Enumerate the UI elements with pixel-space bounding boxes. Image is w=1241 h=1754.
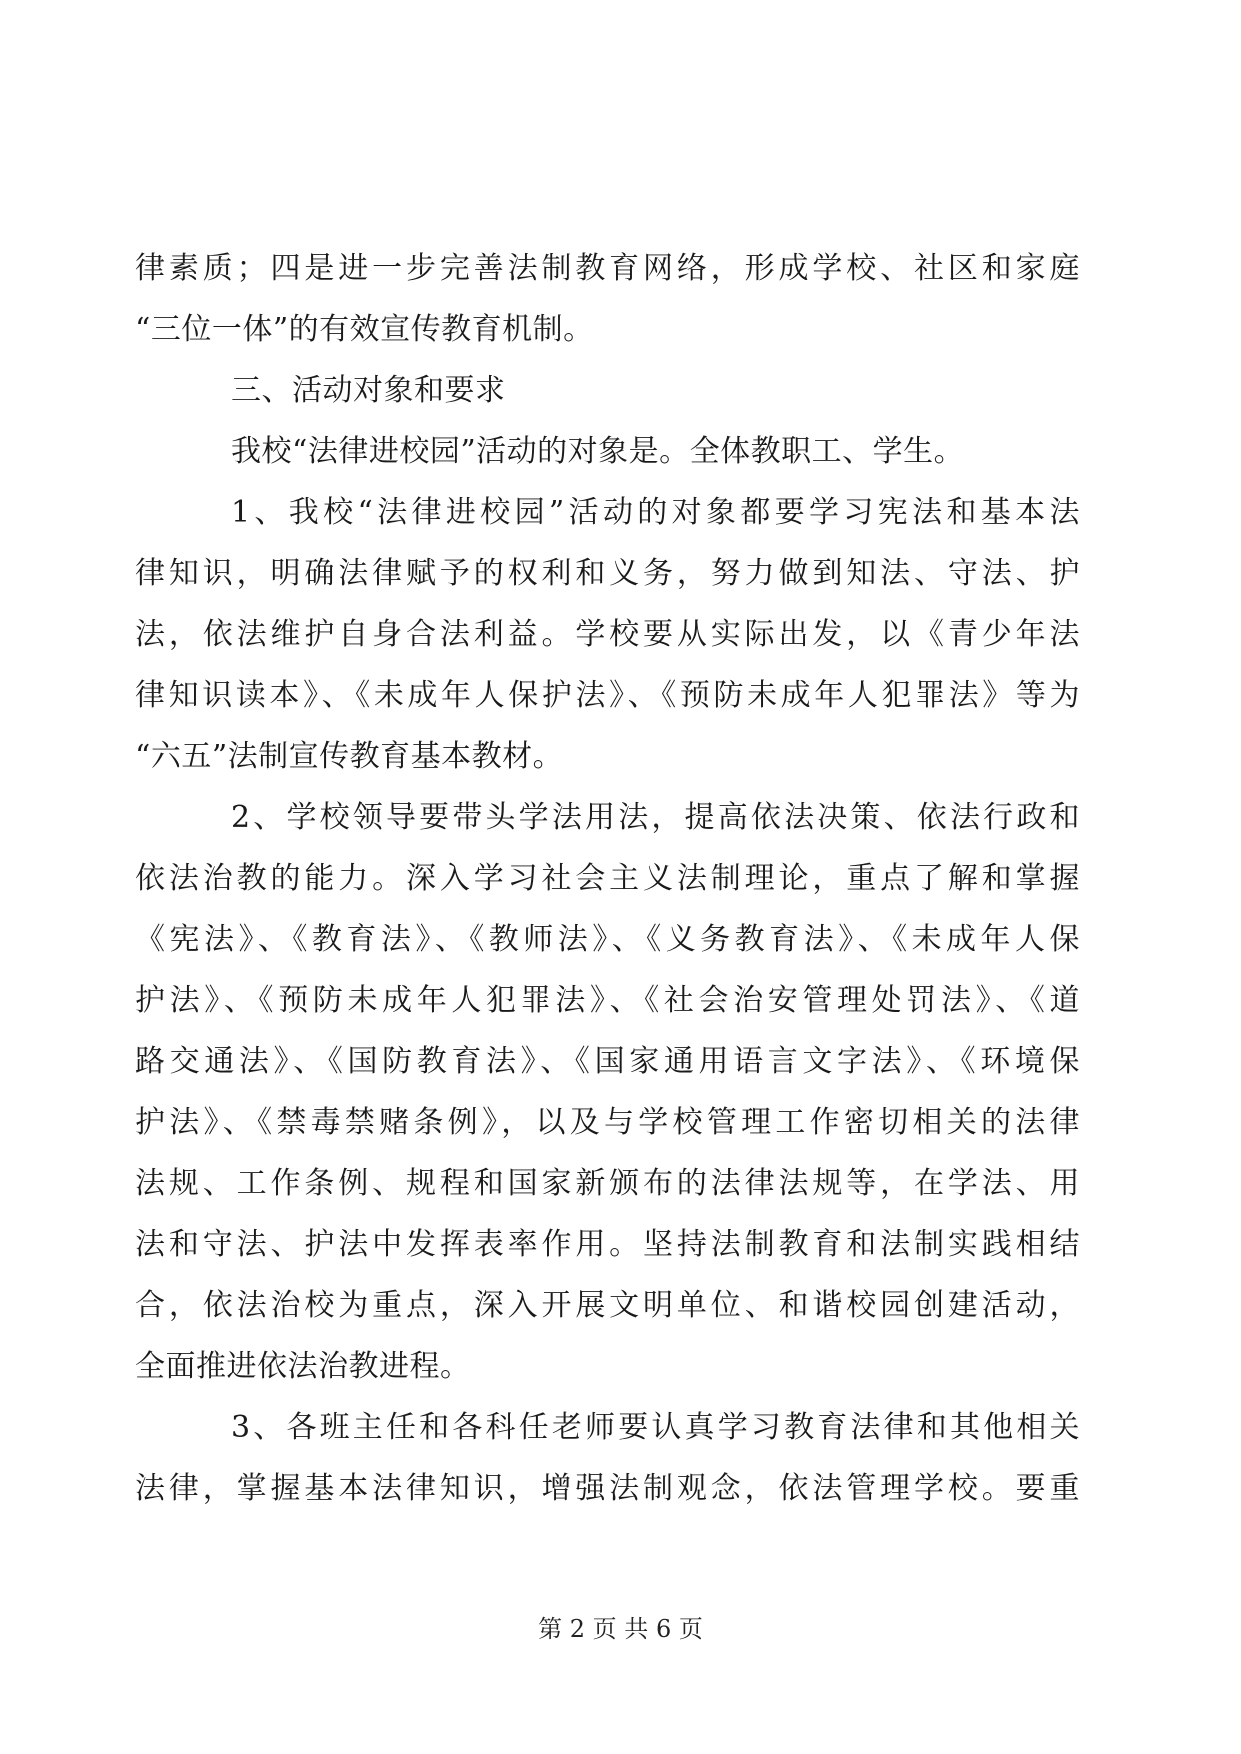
text-line: 律知识，明确法律赋予的权利和义务，努力做到知法、守法、护 [135, 556, 1080, 591]
text-line: 全面推进依法治教进程。 [135, 1349, 471, 1384]
text-line: 路交通法》、《国防教育法》、《国家通用语言文字法》、《环境保 [135, 1044, 1080, 1079]
text-line: 依法治教的能力。深入学习社会主义法制理论，重点了解和掌握 [135, 861, 1080, 896]
text-line: 护法》、《禁毒禁赌条例》，以及与学校管理工作密切相关的法律 [135, 1105, 1080, 1140]
text-line: 法规、工作条例、规程和国家新颁布的法律法规等，在学法、用 [135, 1166, 1080, 1201]
text-line: 《宪法》、《教育法》、《教师法》、《义务教育法》、《未成年人保 [135, 922, 1080, 957]
text-line: 1、我校“法律进校园”活动的对象都要学习宪法和基本法 [231, 495, 1080, 530]
text-line: 法，依法维护自身合法利益。学校要从实际出发，以《青少年法 [135, 617, 1080, 652]
text-line: “六五”法制宣传教育基本教材。 [135, 739, 564, 774]
text-line: “三位一体”的有效宣传教育机制。 [135, 312, 594, 347]
text-line: 合，依法治校为重点，深入开展文明单位、和谐校园创建活动， [135, 1288, 1080, 1323]
text-line: 律素质；四是进一步完善法制教育网络，形成学校、社区和家庭 [135, 251, 1080, 286]
document-body [135, 238, 1080, 1519]
text-line: 法律，掌握基本法律知识，增强法制观念，依法管理学校。要重 [135, 1471, 1080, 1506]
section-heading: 三、活动对象和要求 [231, 373, 506, 408]
text-line: 我校“法律进校园”活动的对象是。全体教职工、学生。 [231, 434, 965, 469]
text-line: 法和守法、护法中发挥表率作用。坚持法制教育和法制实践相结 [135, 1227, 1080, 1262]
text-line: 3、各班主任和各科任老师要认真学习教育法律和其他相关 [231, 1410, 1080, 1445]
text-line: 律知识读本》、《未成年人保护法》、《预防未成年人犯罪法》等为 [135, 678, 1080, 713]
text-line: 护法》、《预防未成年人犯罪法》、《社会治安管理处罚法》、《道 [135, 983, 1080, 1018]
text-line: 2、学校领导要带头学法用法，提高依法决策、依法行政和 [231, 800, 1080, 835]
page-number-footer: 第 2 页 共 6 页 [538, 1615, 703, 1643]
